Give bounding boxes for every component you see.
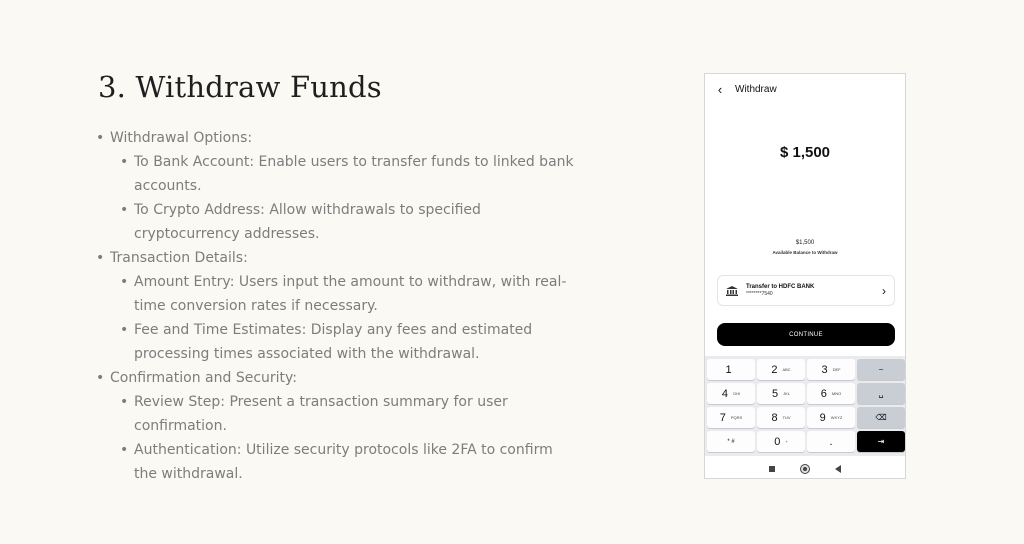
- outline-item: • Review Step: Present a transaction summary for user confirmation.: [96, 390, 576, 438]
- key-8[interactable]: 8 TUV: [757, 407, 805, 428]
- minus-key[interactable]: −: [857, 359, 905, 380]
- back-triangle-icon[interactable]: [835, 465, 841, 473]
- chevron-right-icon: ›: [882, 283, 886, 298]
- key-5[interactable]: 5 JKL: [757, 383, 805, 404]
- key-0[interactable]: 0 +: [757, 431, 805, 452]
- available-balance-label: Available Balance to Withdraw: [772, 250, 838, 255]
- slide-title: 3. Withdraw Funds: [98, 70, 382, 104]
- outline-section: • Transaction Details:: [96, 246, 576, 270]
- key-star-hash[interactable]: * #: [707, 431, 755, 452]
- transfer-title: Transfer to HDFC BANK: [746, 284, 815, 290]
- transfer-destination-card[interactable]: [717, 275, 895, 306]
- android-nav-bar: [705, 458, 905, 479]
- recents-icon[interactable]: [769, 466, 775, 472]
- next-key[interactable]: ⇥: [857, 431, 905, 452]
- outline-section: • Withdrawal Options:: [96, 126, 576, 150]
- phone-mockup: [704, 73, 906, 479]
- key-7[interactable]: 7 PQRS: [707, 407, 755, 428]
- space-key[interactable]: ␣: [857, 383, 905, 404]
- outline-section: • Confirmation and Security:: [96, 366, 576, 390]
- key-4[interactable]: 4 GHI: [707, 383, 755, 404]
- backspace-key[interactable]: ⌫: [857, 407, 905, 428]
- bank-icon: [726, 286, 738, 296]
- withdraw-amount: $ 1,500: [779, 144, 831, 161]
- outline-item: • Fee and Time Estimates: Display any fees and estimated processing times associated with the withdrawal.: [96, 318, 576, 366]
- chevron-left-icon[interactable]: ‹: [717, 81, 723, 97]
- feature-outline: [96, 126, 576, 486]
- key-6[interactable]: 6 MNO: [807, 383, 855, 404]
- outline-item: • To Crypto Address: Allow withdrawals to specified cryptocurrency addresses.: [96, 198, 576, 246]
- key-decimal[interactable]: .: [807, 431, 855, 452]
- outline-item: • To Bank Account: Enable users to transfer funds to linked bank accounts.: [96, 150, 576, 198]
- outline-item: • Amount Entry: Users input the amount to withdraw, with real-time conversion rates if necessary.: [96, 270, 576, 318]
- key-1[interactable]: 1: [707, 359, 755, 380]
- key-9[interactable]: 9 WXYZ: [807, 407, 855, 428]
- key-2[interactable]: 2 ABC: [757, 359, 805, 380]
- numeric-keypad: [705, 356, 906, 456]
- home-icon[interactable]: [801, 465, 809, 473]
- screen-title: Withdraw: [735, 83, 777, 95]
- available-balance: $1,500: [795, 240, 815, 246]
- key-3[interactable]: 3 DEF: [807, 359, 855, 380]
- continue-button[interactable]: CONTINUE: [717, 323, 895, 346]
- app-header: [705, 74, 905, 104]
- outline-item: • Authentication: Utilize security protocols like 2FA to confirm the withdrawal.: [96, 438, 576, 486]
- transfer-account: ********7540: [746, 291, 773, 297]
